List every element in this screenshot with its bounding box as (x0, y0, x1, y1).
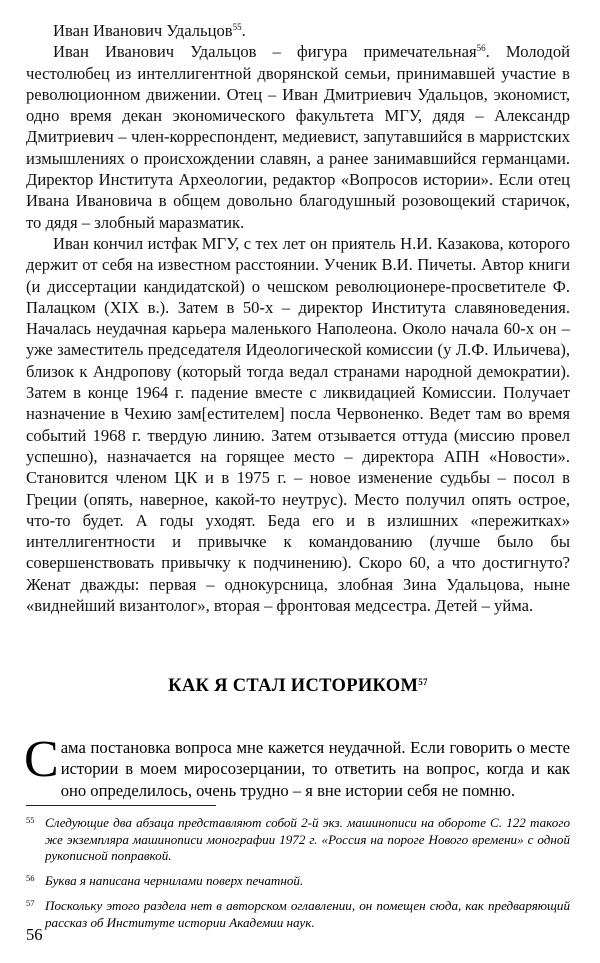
footnotes (26, 812, 570, 936)
footnote-57 (26, 895, 570, 931)
footnote-number: 57 (26, 897, 35, 908)
section-title-text: КАК Я СТАЛ ИСТОРИКОМ (168, 676, 419, 696)
section-intro (24, 731, 570, 801)
paragraph-text: Иван Иванович Удальцов (53, 21, 233, 40)
footnote-text: Следующие два абзаца представляют собой 2-й экз. машинописи на обороте С. 122 такого же экземпляра машинописи монографии 1972 г. «Россия на пороге Нового времени» с одной рукописной поправкой. (45, 815, 570, 864)
footnote-text: Буква я написана чернилами поверх печатной. (45, 873, 304, 889)
footnote-text: Поскольку этого раздела нет в авторском оглавлении, он помещен сюда, как предваряющий рассказ об Институте истории Академии наук. (45, 897, 570, 930)
drop-cap: С (24, 731, 59, 788)
footnote-number: 55 (26, 815, 35, 825)
footnote-56 (26, 870, 570, 890)
footnote-ref[interactable]: 55 (232, 22, 242, 32)
section-intro-text: ама постановка вопроса мне кажется неудачной. Если говорить о месте истории в моем миросозерцании, то ответить на вопрос, когда и как оно определилось, очень трудно – я вне истории себя не помню. (60, 738, 570, 800)
footnote-divider (26, 805, 216, 806)
footnote-ref[interactable]: 57 (418, 677, 428, 687)
footnote-55 (26, 812, 570, 865)
paragraph-text: . Молодой честолюбец из интеллигентной дворянской семьи, принимавшей участие в революционном движении. Отец – Иван Дмитриевич Удальцов, экономист, одно время декан экономического факультета МГУ, дядя – Александр Дмитриевич – член-корреспондент, медиевист, запутавшийся в марристских измышлениях о происхождении славян, а ранее занимавшийся германцами. Директор Института Археологии, редактор «Вопросов истории». Если отец Ивана Ивановича в общем довольно благодушный розовощекий старичок, то дядя – злобный маразматик. (26, 42, 570, 232)
section-title (26, 676, 570, 697)
paragraph-biography: Иван кончил истфак МГУ, с тех лет он приятель Н.И. Казакова, которого держит от себя на известном расстоянии. Ученик В.И. Пичеты. Автор книги (и диссертации кандидатской) о чешском революционере-просветителе Ф. Палацком (XIX в.). Затем в 50-х – директор Института славяноведения. Началась неудачная карьера маленького Наполеона. Около начала 60-х он – уже заместитель председателя Идеологической комиссии (у Л.Ф. Ильичева), близок к Андропову (который тогда ведал странами народной демократии). Затем в конце 1964 г. падение вместе с ликвидацией Комиссии. Получает назначение в Чехию зам[естителем] посла Червоненко. Ведет там во время событий 1968 г. твердую линию. Затем отзывается оттуда (миссию провел успешно), назначается на горящее место – директора АПН «Новости». Становится членом ЦК и в 1975 г. – новое изменение судьбы – посол в Греции (опять, наверное, какой-то неутрус). Место получил опять острое, что-то будет. А годы уходят. Беда его и в излишних «пережитках» интеллигентности и привычке к командованию (лучше было бы совершенствовать привычку к подчинению). Скоро 60, а что достигнуто? Женат дважды: первая – однокурсница, злобная Зина Удальцова, ныне «виднейший византолог», вторая – фронтовая медсестра. Детей – уйма. (26, 233, 570, 616)
page-number: 56 (26, 925, 43, 944)
footnote-ref[interactable]: 56 (476, 43, 486, 54)
paragraph-heading-name: Иван Иванович Удальцов$^{55}$. (53, 21, 246, 40)
footnote-number: 56 (26, 873, 35, 884)
paragraph-text: Иван Иванович Удальцов – фигура примечательная (53, 42, 477, 62)
paragraph-intro (26, 41, 570, 233)
